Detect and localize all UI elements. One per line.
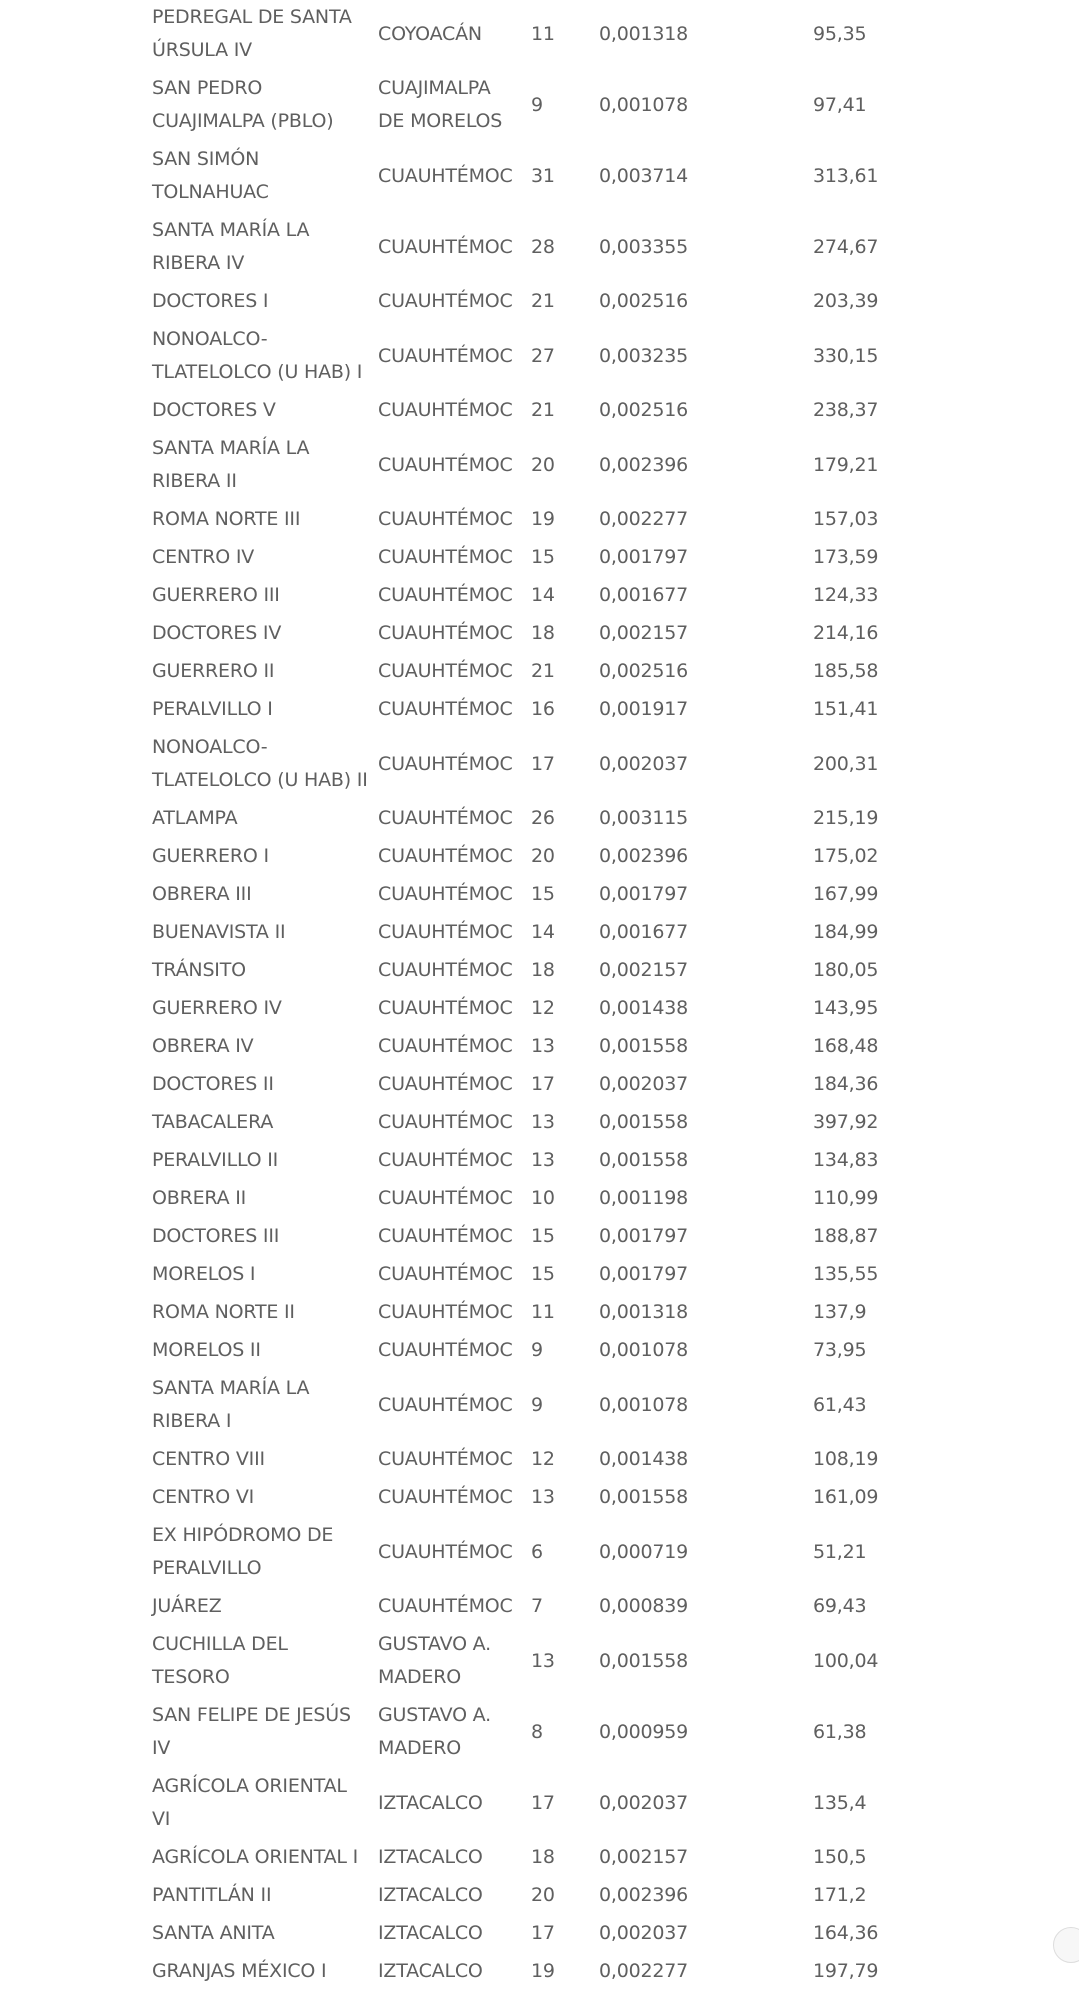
value-cell: 61,38 xyxy=(813,1720,867,1743)
table-row xyxy=(146,1255,906,1293)
colonia-cell: DOCTORES II xyxy=(152,1073,274,1095)
alcaldia-cell: CUAUHTÉMOC xyxy=(378,752,513,775)
value-cell: 143,95 xyxy=(813,997,879,1019)
alcaldia-cell: CUAJIMALPA DE MORELOS xyxy=(378,77,503,132)
table-row xyxy=(146,1696,906,1767)
table-row xyxy=(146,69,906,140)
count-cell: 9 xyxy=(531,1339,543,1361)
count-cell: 12 xyxy=(531,997,555,1019)
index-cell: 0,001558 xyxy=(599,1111,689,1133)
table-row xyxy=(146,728,906,799)
table-row xyxy=(146,989,906,1027)
alcaldia-cell: CUAUHTÉMOC xyxy=(378,1263,513,1285)
count-cell: 18 xyxy=(531,622,555,644)
count-cell: 31 xyxy=(531,164,555,187)
value-cell: 161,09 xyxy=(813,1486,879,1508)
index-cell: 0,001917 xyxy=(599,698,689,720)
alcaldia-cell: CUAUHTÉMOC xyxy=(378,622,513,644)
table-row xyxy=(146,391,906,429)
value-cell: 179,21 xyxy=(813,453,879,476)
colonia-cell: ATLAMPA xyxy=(152,807,238,829)
count-cell: 13 xyxy=(531,1649,555,1672)
table-row xyxy=(146,1952,906,1990)
colonia-cell: GUERRERO I xyxy=(152,845,269,867)
table-row xyxy=(146,1179,906,1217)
alcaldia-cell: CUAUHTÉMOC xyxy=(378,164,513,187)
index-cell: 0,002396 xyxy=(599,845,689,867)
value-cell: 167,99 xyxy=(813,883,879,905)
alcaldia-cell: CUAUHTÉMOC xyxy=(378,584,513,606)
value-cell: 134,83 xyxy=(813,1149,879,1171)
count-cell: 14 xyxy=(531,921,555,943)
count-cell: 15 xyxy=(531,883,555,905)
alcaldia-cell: CUAUHTÉMOC xyxy=(378,546,513,568)
colonia-cell: GUERRERO IV xyxy=(152,997,282,1019)
value-cell: 173,59 xyxy=(813,546,879,568)
table-row xyxy=(146,1293,906,1331)
count-cell: 17 xyxy=(531,1073,555,1095)
index-cell: 0,002037 xyxy=(599,1922,689,1944)
count-cell: 15 xyxy=(531,546,555,568)
value-cell: 73,95 xyxy=(813,1339,867,1361)
table-row xyxy=(146,1767,906,1838)
value-cell: 151,41 xyxy=(813,698,879,720)
alcaldia-cell: CUAUHTÉMOC xyxy=(378,660,513,682)
index-cell: 0,000959 xyxy=(599,1720,689,1743)
alcaldia-cell: CUAUHTÉMOC xyxy=(378,997,513,1019)
alcaldia-cell: GUSTAVO A. MADERO xyxy=(378,1704,491,1759)
scroll-to-top-icon[interactable] xyxy=(1053,1927,1079,1963)
colonia-cell: AGRÍCOLA ORIENTAL VI xyxy=(152,1775,347,1830)
count-cell: 27 xyxy=(531,344,555,367)
alcaldia-cell: CUAUHTÉMOC xyxy=(378,807,513,829)
alcaldia-cell: CUAUHTÉMOC xyxy=(378,698,513,720)
count-cell: 16 xyxy=(531,698,555,720)
count-cell: 12 xyxy=(531,1448,555,1470)
index-cell: 0,001438 xyxy=(599,1448,689,1470)
table-row xyxy=(146,211,906,282)
table-row xyxy=(146,576,906,614)
index-cell: 0,001438 xyxy=(599,997,689,1019)
table-row xyxy=(146,1440,906,1478)
colonia-cell: SANTA MARÍA LA RIBERA II xyxy=(152,437,310,492)
colonia-cell: TRÁNSITO xyxy=(152,959,246,981)
value-cell: 200,31 xyxy=(813,752,879,775)
alcaldia-cell: CUAUHTÉMOC xyxy=(378,883,513,905)
count-cell: 21 xyxy=(531,399,555,421)
value-cell: 124,33 xyxy=(813,584,879,606)
value-cell: 175,02 xyxy=(813,845,879,867)
index-cell: 0,001078 xyxy=(599,93,689,116)
colonia-cell: PEDREGAL DE SANTA ÚRSULA IV xyxy=(152,6,352,61)
alcaldia-cell: IZTACALCO xyxy=(378,1791,483,1814)
colonia-cell: MORELOS II xyxy=(152,1339,261,1361)
index-cell: 0,002277 xyxy=(599,508,689,530)
count-cell: 18 xyxy=(531,1846,555,1868)
table-row xyxy=(146,1478,906,1516)
index-cell: 0,003714 xyxy=(599,164,689,187)
table-row xyxy=(146,1876,906,1914)
table-row xyxy=(146,913,906,951)
index-cell: 0,001677 xyxy=(599,584,689,606)
table-row xyxy=(146,1141,906,1179)
count-cell: 19 xyxy=(531,1960,555,1982)
value-cell: 185,58 xyxy=(813,660,879,682)
index-cell: 0,001797 xyxy=(599,883,689,905)
value-cell: 150,5 xyxy=(813,1846,867,1868)
alcaldia-cell: CUAUHTÉMOC xyxy=(378,845,513,867)
value-cell: 97,41 xyxy=(813,93,867,116)
alcaldia-cell: CUAUHTÉMOC xyxy=(378,235,513,258)
alcaldia-cell: CUAUHTÉMOC xyxy=(378,1225,513,1247)
value-cell: 135,55 xyxy=(813,1263,879,1285)
alcaldia-cell: IZTACALCO xyxy=(378,1922,483,1944)
colonia-cell: PERALVILLO II xyxy=(152,1149,279,1171)
value-cell: 330,15 xyxy=(813,344,879,367)
index-cell: 0,002037 xyxy=(599,1073,689,1095)
count-cell: 17 xyxy=(531,1922,555,1944)
index-cell: 0,002037 xyxy=(599,1791,689,1814)
index-cell: 0,001318 xyxy=(599,1301,689,1323)
alcaldia-cell: CUAUHTÉMOC xyxy=(378,1448,513,1470)
alcaldia-cell: CUAUHTÉMOC xyxy=(378,344,513,367)
count-cell: 28 xyxy=(531,235,555,258)
alcaldia-cell: CUAUHTÉMOC xyxy=(378,921,513,943)
index-cell: 0,001078 xyxy=(599,1339,689,1361)
alcaldia-cell: CUAUHTÉMOC xyxy=(378,1149,513,1171)
colonia-cell: ROMA NORTE III xyxy=(152,508,301,530)
colonia-cell: SAN FELIPE DE JESÚS IV xyxy=(152,1704,351,1759)
colonia-cell: CENTRO IV xyxy=(152,546,255,568)
value-cell: 313,61 xyxy=(813,164,879,187)
colonia-cell: PERALVILLO I xyxy=(152,698,273,720)
colonia-cell: SANTA MARÍA LA RIBERA I xyxy=(152,1377,310,1432)
index-cell: 0,002037 xyxy=(599,752,689,775)
index-cell: 0,002516 xyxy=(599,290,689,312)
colonia-cell: CUCHILLA DEL TESORO xyxy=(152,1633,288,1688)
index-cell: 0,003355 xyxy=(599,235,689,258)
index-cell: 0,001558 xyxy=(599,1649,689,1672)
alcaldia-cell: IZTACALCO xyxy=(378,1960,483,1982)
value-cell: 197,79 xyxy=(813,1960,879,1982)
alcaldia-cell: CUAUHTÉMOC xyxy=(378,399,513,421)
table-row xyxy=(146,1331,906,1369)
table-row xyxy=(146,1369,906,1440)
colonia-cell: CENTRO VI xyxy=(152,1486,255,1508)
count-cell: 11 xyxy=(531,22,555,45)
colonia-cell: GUERRERO II xyxy=(152,660,275,682)
colonia-cell: GRANJAS MÉXICO I xyxy=(152,1960,327,1982)
alcaldia-cell: IZTACALCO xyxy=(378,1884,483,1906)
index-cell: 0,003235 xyxy=(599,344,689,367)
count-cell: 14 xyxy=(531,584,555,606)
value-cell: 180,05 xyxy=(813,959,879,981)
value-cell: 95,35 xyxy=(813,22,867,45)
count-cell: 15 xyxy=(531,1225,555,1247)
table-row xyxy=(146,500,906,538)
alcaldia-cell: CUAUHTÉMOC xyxy=(378,508,513,530)
alcaldia-cell: CUAUHTÉMOC xyxy=(378,1187,513,1209)
index-cell: 0,002157 xyxy=(599,1846,689,1868)
alcaldia-cell: CUAUHTÉMOC xyxy=(378,1486,513,1508)
colonia-cell: NONOALCO-TLATELOLCO (U HAB) I xyxy=(152,328,363,383)
colonia-cell: SANTA ANITA xyxy=(152,1922,275,1944)
alcaldia-cell: CUAUHTÉMOC xyxy=(378,1035,513,1057)
count-cell: 26 xyxy=(531,807,555,829)
index-cell: 0,001558 xyxy=(599,1035,689,1057)
index-cell: 0,001797 xyxy=(599,1225,689,1247)
alcaldia-cell: CUAUHTÉMOC xyxy=(378,1073,513,1095)
colonia-cell: SAN SIMÓN TOLNAHUAC xyxy=(152,148,269,203)
colonia-cell: EX HIPÓDROMO DE PERALVILLO xyxy=(152,1524,334,1579)
table-row xyxy=(146,140,906,211)
alcaldia-cell: CUAUHTÉMOC xyxy=(378,290,513,312)
table-row xyxy=(146,1587,906,1625)
index-cell: 0,001797 xyxy=(599,1263,689,1285)
table-row xyxy=(146,538,906,576)
index-cell: 0,003115 xyxy=(599,807,689,829)
value-cell: 168,48 xyxy=(813,1035,879,1057)
colonia-cell: TABACALERA xyxy=(152,1111,274,1133)
index-cell: 0,002157 xyxy=(599,622,689,644)
count-cell: 13 xyxy=(531,1149,555,1171)
table-row xyxy=(146,837,906,875)
value-cell: 164,36 xyxy=(813,1922,879,1944)
alcaldia-cell: CUAUHTÉMOC xyxy=(378,1540,513,1563)
value-cell: 100,04 xyxy=(813,1649,879,1672)
table-row xyxy=(146,429,906,500)
alcaldia-cell: IZTACALCO xyxy=(378,1846,483,1868)
table-row xyxy=(146,0,906,69)
table-row xyxy=(146,799,906,837)
index-cell: 0,001078 xyxy=(599,1393,689,1416)
value-cell: 184,36 xyxy=(813,1073,879,1095)
count-cell: 7 xyxy=(531,1595,543,1617)
count-cell: 13 xyxy=(531,1111,555,1133)
value-cell: 215,19 xyxy=(813,807,879,829)
table-row xyxy=(146,614,906,652)
colonia-cell: BUENAVISTA II xyxy=(152,921,286,943)
table-row xyxy=(146,282,906,320)
table-row xyxy=(146,1103,906,1141)
colonia-cell: GUERRERO III xyxy=(152,584,280,606)
value-cell: 51,21 xyxy=(813,1540,867,1563)
table-row xyxy=(146,1065,906,1103)
index-cell: 0,002396 xyxy=(599,1884,689,1906)
table-row xyxy=(146,1516,906,1587)
count-cell: 20 xyxy=(531,453,555,476)
table-row xyxy=(146,1217,906,1255)
colonia-cell: PANTITLÁN II xyxy=(152,1884,272,1906)
count-cell: 6 xyxy=(531,1540,543,1563)
alcaldia-cell: CUAUHTÉMOC xyxy=(378,1393,513,1416)
colonia-cell: OBRERA II xyxy=(152,1187,247,1209)
value-cell: 69,43 xyxy=(813,1595,867,1617)
value-cell: 157,03 xyxy=(813,508,879,530)
colonia-cell: JUÁREZ xyxy=(152,1595,222,1617)
index-cell: 0,002157 xyxy=(599,959,689,981)
value-cell: 274,67 xyxy=(813,235,879,258)
count-cell: 18 xyxy=(531,959,555,981)
table-row xyxy=(146,320,906,391)
value-cell: 184,99 xyxy=(813,921,879,943)
index-cell: 0,000719 xyxy=(599,1540,689,1563)
count-cell: 11 xyxy=(531,1301,555,1323)
alcaldia-cell: CUAUHTÉMOC xyxy=(378,959,513,981)
colonia-cell: OBRERA IV xyxy=(152,1035,254,1057)
colonia-cell: DOCTORES III xyxy=(152,1225,280,1247)
count-cell: 17 xyxy=(531,752,555,775)
index-cell: 0,001677 xyxy=(599,921,689,943)
table-row xyxy=(146,951,906,989)
count-cell: 20 xyxy=(531,845,555,867)
count-cell: 13 xyxy=(531,1486,555,1508)
colonia-cell: CENTRO VIII xyxy=(152,1448,265,1470)
count-cell: 15 xyxy=(531,1263,555,1285)
value-cell: 188,87 xyxy=(813,1225,879,1247)
value-cell: 397,92 xyxy=(813,1111,879,1133)
colonias-table xyxy=(146,0,906,1990)
alcaldia-cell: CUAUHTÉMOC xyxy=(378,1301,513,1323)
colonia-cell: SANTA MARÍA LA RIBERA IV xyxy=(152,219,310,274)
table-row xyxy=(146,1625,906,1696)
count-cell: 10 xyxy=(531,1187,555,1209)
count-cell: 8 xyxy=(531,1720,543,1743)
index-cell: 0,002396 xyxy=(599,453,689,476)
value-cell: 238,37 xyxy=(813,399,879,421)
value-cell: 214,16 xyxy=(813,622,879,644)
count-cell: 21 xyxy=(531,290,555,312)
colonia-cell: MORELOS I xyxy=(152,1263,256,1285)
alcaldia-cell: CUAUHTÉMOC xyxy=(378,453,513,476)
colonia-cell: NONOALCO-TLATELOLCO (U HAB) II xyxy=(152,736,368,791)
value-cell: 61,43 xyxy=(813,1393,867,1416)
index-cell: 0,001797 xyxy=(599,546,689,568)
table-row xyxy=(146,690,906,728)
table-body xyxy=(146,0,906,1990)
index-cell: 0,001198 xyxy=(599,1187,689,1209)
index-cell: 0,002516 xyxy=(599,660,689,682)
value-cell: 137,9 xyxy=(813,1301,867,1323)
value-cell: 135,4 xyxy=(813,1791,867,1814)
value-cell: 110,99 xyxy=(813,1187,879,1209)
colonia-cell: OBRERA III xyxy=(152,883,252,905)
count-cell: 9 xyxy=(531,1393,543,1416)
table-row xyxy=(146,1838,906,1876)
index-cell: 0,002516 xyxy=(599,399,689,421)
colonia-cell: AGRÍCOLA ORIENTAL I xyxy=(152,1846,359,1868)
alcaldia-cell: GUSTAVO A. MADERO xyxy=(378,1633,491,1688)
index-cell: 0,002277 xyxy=(599,1960,689,1982)
colonia-cell: ROMA NORTE II xyxy=(152,1301,295,1323)
table-row xyxy=(146,1914,906,1952)
alcaldia-cell: CUAUHTÉMOC xyxy=(378,1595,513,1617)
index-cell: 0,000839 xyxy=(599,1595,689,1617)
value-cell: 203,39 xyxy=(813,290,879,312)
index-cell: 0,001318 xyxy=(599,22,689,45)
alcaldia-cell: COYOACÁN xyxy=(378,22,482,45)
count-cell: 17 xyxy=(531,1791,555,1814)
count-cell: 20 xyxy=(531,1884,555,1906)
count-cell: 13 xyxy=(531,1035,555,1057)
value-cell: 108,19 xyxy=(813,1448,879,1470)
colonia-cell: DOCTORES I xyxy=(152,290,269,312)
count-cell: 19 xyxy=(531,508,555,530)
count-cell: 21 xyxy=(531,660,555,682)
index-cell: 0,001558 xyxy=(599,1486,689,1508)
alcaldia-cell: CUAUHTÉMOC xyxy=(378,1339,513,1361)
colonia-cell: DOCTORES V xyxy=(152,399,276,421)
table-row xyxy=(146,1027,906,1065)
index-cell: 0,001558 xyxy=(599,1149,689,1171)
table-row xyxy=(146,875,906,913)
alcaldia-cell: CUAUHTÉMOC xyxy=(378,1111,513,1133)
table-row xyxy=(146,652,906,690)
value-cell: 171,2 xyxy=(813,1884,867,1906)
colonia-cell: DOCTORES IV xyxy=(152,622,282,644)
count-cell: 9 xyxy=(531,93,543,116)
data-table-container xyxy=(146,0,906,1990)
colonia-cell: SAN PEDRO CUAJIMALPA (PBLO) xyxy=(152,77,334,132)
